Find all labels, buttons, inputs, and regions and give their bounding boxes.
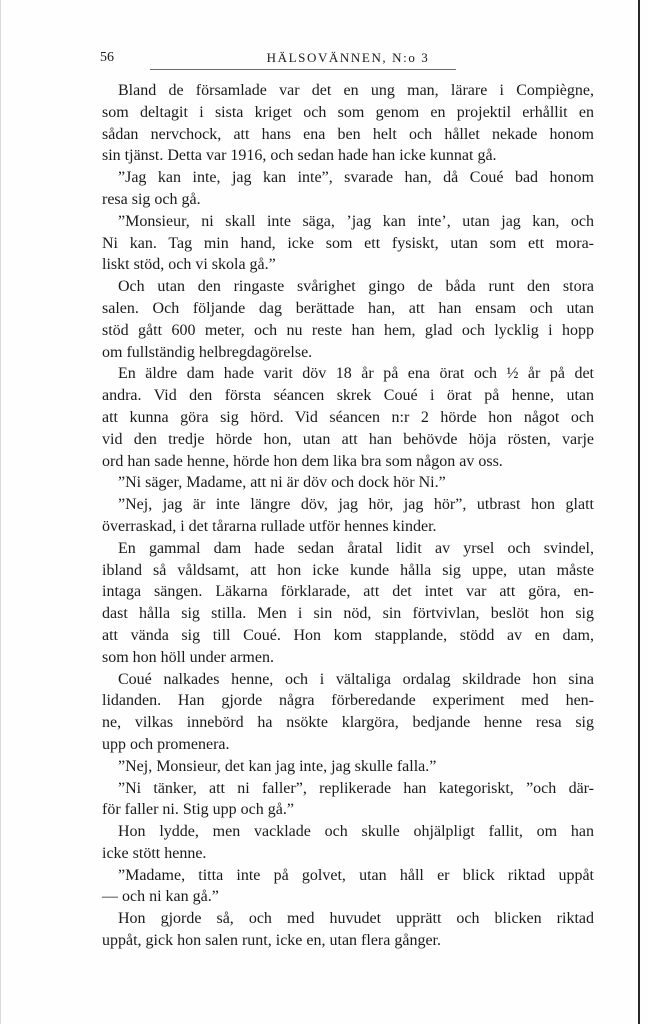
text-line: Bland de församlade var det en ung man, lärare i Compiègne, [118, 82, 594, 99]
text-line: om fullständig helbregdagörelse. [102, 343, 313, 361]
text-line: ”Nej, jag är inte längre döv, jag hör, jag hör”, utbrast hon glatt [118, 496, 594, 514]
text-line: dast hålla sig stilla. Men i sin nöd, sin förtvivlan, beslöt hon sig [102, 605, 594, 623]
text-line: ”Ni tänker, att ni faller”, replikerade han kategoriskt, ”och där- [118, 779, 594, 797]
paragraph [102, 865, 594, 909]
text-line: stöd gått 600 meter, och nu reste han hem, glad och lycklig i hopp [102, 321, 594, 339]
text-line: salen. Och följande dag berättade han, att han ensam och utan [102, 299, 594, 317]
text-line: Och utan den ringaste svårighet gingo de båda runt den stora [118, 278, 594, 296]
text-line: Hon lydde, men vacklade och skulle ohjälpligt fallit, om han [118, 823, 594, 841]
text-line: sådan nervchock, att hans ena ben helt och hållet nekade honom [102, 125, 594, 143]
text-line: uppåt, gick hon salen runt, icke en, utan flera gånger. [102, 932, 441, 950]
text-line: ”Madame, titta inte på golvet, utan håll er blick riktad uppåt [118, 866, 594, 884]
text-line: ibland så våldsamt, att hon icke kunde hålla sig uppe, utan måste [102, 561, 594, 579]
text-line: upp och promenera. [102, 735, 230, 753]
text-line: som hon höll under armen. [102, 648, 274, 666]
paragraph [102, 908, 594, 952]
text-line: ”Ni säger, Madame, att ni är döv och dock hör Ni.” [118, 474, 446, 492]
page-edge-right [638, 0, 640, 1024]
text-line: ne, vilkas innebörd ha nsökte klargöra, bedjande henne resa sig [102, 714, 594, 732]
text-line: — och ni kan gå.” [102, 888, 219, 906]
paragraph [102, 756, 594, 778]
text-line: lidanden. Han gjorde några förberedande experiment med hen- [102, 692, 594, 710]
paragraph [102, 211, 594, 276]
text-line: intaga sängen. Läkarna förklarade, att det intet var att göra, en- [102, 583, 594, 601]
paragraph [102, 821, 594, 865]
page-edge-left [0, 0, 1, 1024]
text-line: att kunna göra sig hörd. Vid séancen n:r 2 hörde hon något och [102, 408, 594, 426]
text-line: överraskad, i det tårarna rullade utför hennes kinder. [102, 517, 437, 535]
paragraph [102, 494, 594, 538]
text-line: sin tjänst. Detta var 1916, och sedan hade han icke kunnat gå. [102, 147, 497, 165]
text-line: ”Jag kan inte, jag kan inte”, svarade han, då Coué bad honom [118, 169, 594, 187]
paragraph [102, 276, 594, 363]
paragraph [102, 472, 594, 494]
text-line: En äldre dam hade varit döv 18 år på ena örat och ½ år på det [118, 365, 594, 383]
header-rule [150, 69, 456, 70]
text-line: ord han sade henne, hörde hon dem lika bra som någon av oss. [102, 452, 503, 470]
page-number: 56 [100, 50, 114, 65]
text-line: att vända sig till Coué. Hon kom stapplande, stödd av en dam, [102, 626, 594, 644]
paragraph [102, 80, 594, 167]
text-line: icke stött henne. [102, 844, 207, 862]
text-line: ”Monsieur, ni skall inte säga, ’jag kan inte’, utan jag kan, och [118, 212, 594, 230]
paragraph [102, 778, 594, 822]
text-line: som deltagit i sista kriget och som genom en projektil erhållit en [102, 103, 594, 121]
text-line: andra. Vid den första séancen skrek Coué i örat på henne, utan [102, 387, 594, 405]
body-text [102, 80, 594, 952]
text-line: resa sig och gå. [102, 190, 201, 208]
text-line: liskt stöd, och vi skola gå.” [102, 256, 276, 274]
running-title: HÄLSOVÄNNEN, N:o 3 [266, 50, 430, 65]
text-line: Ni kan. Tag min hand, icke som ett fysiskt, utan som ett mora- [102, 234, 594, 252]
text-line: vid den tredje hörde hon, utan att han behövde höja rösten, varje [102, 430, 594, 448]
text-line: En gammal dam hade sedan åratal lidit av yrsel och svindel, [118, 539, 594, 557]
paragraph [102, 363, 594, 472]
text-line: för faller ni. Stig upp och gå.” [102, 801, 294, 819]
page-header [100, 50, 596, 72]
paragraph [102, 538, 594, 669]
text-line: ”Nej, Monsieur, det kan jag inte, jag skulle falla.” [118, 757, 437, 775]
text-line: Hon gjorde så, och med huvudet upprätt och blicken riktad [118, 910, 594, 928]
paragraph [102, 669, 594, 756]
text-line: Coué nalkades henne, och i vältaliga ordalag skildrade hon sina [118, 670, 594, 688]
paragraph [102, 167, 594, 211]
